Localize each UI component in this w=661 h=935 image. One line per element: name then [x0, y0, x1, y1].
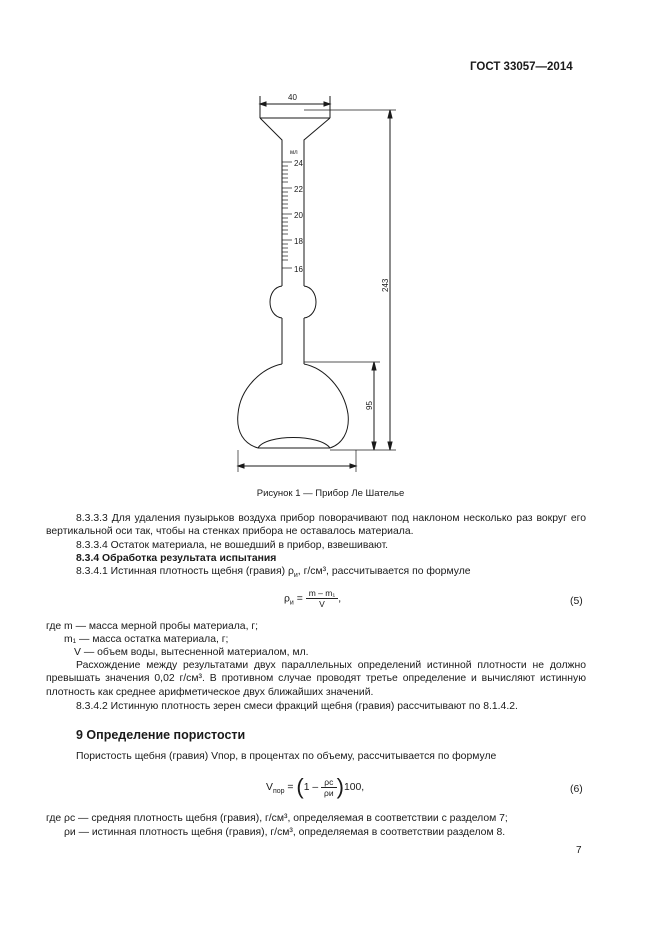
formula-6: $V_{пор} = (1$ – $\frac{\rho с}{\rho и}$ )100, — [266, 774, 365, 799]
f5-numerator: m – m₁ — [306, 588, 338, 599]
dim-total-label: 243 — [381, 278, 390, 292]
f6-numerator: ρс — [321, 777, 337, 788]
paragraph-8-3-3-4: 8.3.3.4 Остаток материала, не вошедший в прибор, взвешивают. — [76, 540, 389, 551]
paragraph-8-3-4-2: 8.3.4.2 Истинную плотность зерен смеси фракций щебня (гравия) рассчитывают по 8.1.4.2. — [76, 701, 518, 712]
scale-label: 20 — [294, 211, 303, 220]
p3-pre: 8.3.4.1 Истинная плотность щебня (гравия) — [76, 566, 288, 577]
paragraph-porosity: Пористость щебня (гравия) Vпор, в процентах по объему, рассчитывается по формуле — [76, 751, 497, 762]
flask-drawing — [226, 88, 426, 478]
equation-number-5: (5) — [570, 596, 583, 607]
document-header: ГОСТ 33057—2014 — [470, 61, 573, 73]
p3-post: , г/см³, рассчитывается по формуле — [297, 566, 471, 577]
f6-lhs-sub: пор — [272, 787, 285, 795]
where-rho-i: ρи — истинная плотность щебня (гравия), г/см³, определяемая в соответствии разделом 8. — [64, 827, 506, 838]
paragraph-8-3-4-1 — [46, 565, 586, 582]
page-number: 7 — [576, 845, 582, 856]
figure-le-chatelier — [226, 88, 426, 483]
where-v: V — объем воды, вытесненной материалом, мл. — [74, 647, 309, 658]
f6-denominator: ρи — [324, 787, 334, 798]
where-rho-c: где ρс — средняя плотность щебня (гравия), г/см³, определяемая в соответствии с разделом 7; — [46, 813, 508, 824]
scale-label: 18 — [294, 237, 303, 246]
rho-subscript: и — [293, 572, 298, 580]
where-m1: m₁ — масса остатка материала, г; — [64, 634, 229, 645]
f6-fraction — [321, 777, 337, 798]
formula-5: $\rho_и$ = $\frac{\text{m – m₁}}{V}$ , — [284, 588, 342, 609]
f5-fraction — [306, 588, 338, 609]
f6-one: 1 – — [303, 781, 319, 793]
f5-rho: ρ — [284, 593, 290, 605]
dim-top-label: 40 — [288, 93, 297, 102]
f5-rho-sub: и — [289, 599, 294, 607]
dim-bulb-label: 95 — [365, 401, 374, 410]
scale-label: 24 — [294, 159, 303, 168]
f6-tail: 100, — [343, 781, 365, 793]
scale-label: 22 — [294, 185, 303, 194]
f5-denominator: V — [319, 599, 325, 609]
equation-number-6: (6) — [570, 784, 583, 795]
paragraph-8-3-3-3: 8.3.3.3 Для удаления пузырьков воздуха прибор поворачивают под наклоном несколько раз вокруг его вертикальной оси так, чтобы на стенках прибора не оставалось материала. — [46, 513, 586, 538]
paragraph-divergence: Расхождение между результатами двух параллельных определений истинной плотности не должно превышать значения 0,02 г/см³. В противном случае проводят третье определение и вычисляют истинную плотность как среднее арифметическое двух ближайших значений. — [46, 660, 586, 698]
section-9-heading: 9 Определение пористости — [76, 728, 246, 742]
scale-label: 16 — [294, 265, 303, 274]
heading-8-3-4: 8.3.4 Обработка результата испытания — [76, 553, 277, 564]
rho-symbol: ρ — [287, 566, 294, 577]
f6-lhs: V — [266, 781, 273, 793]
unit-label: мл — [290, 150, 298, 156]
where-m: где m — масса мерной пробы материала, г; — [46, 621, 259, 632]
figure-caption: Рисунок 1 — Прибор Ле Шателье — [256, 488, 405, 499]
